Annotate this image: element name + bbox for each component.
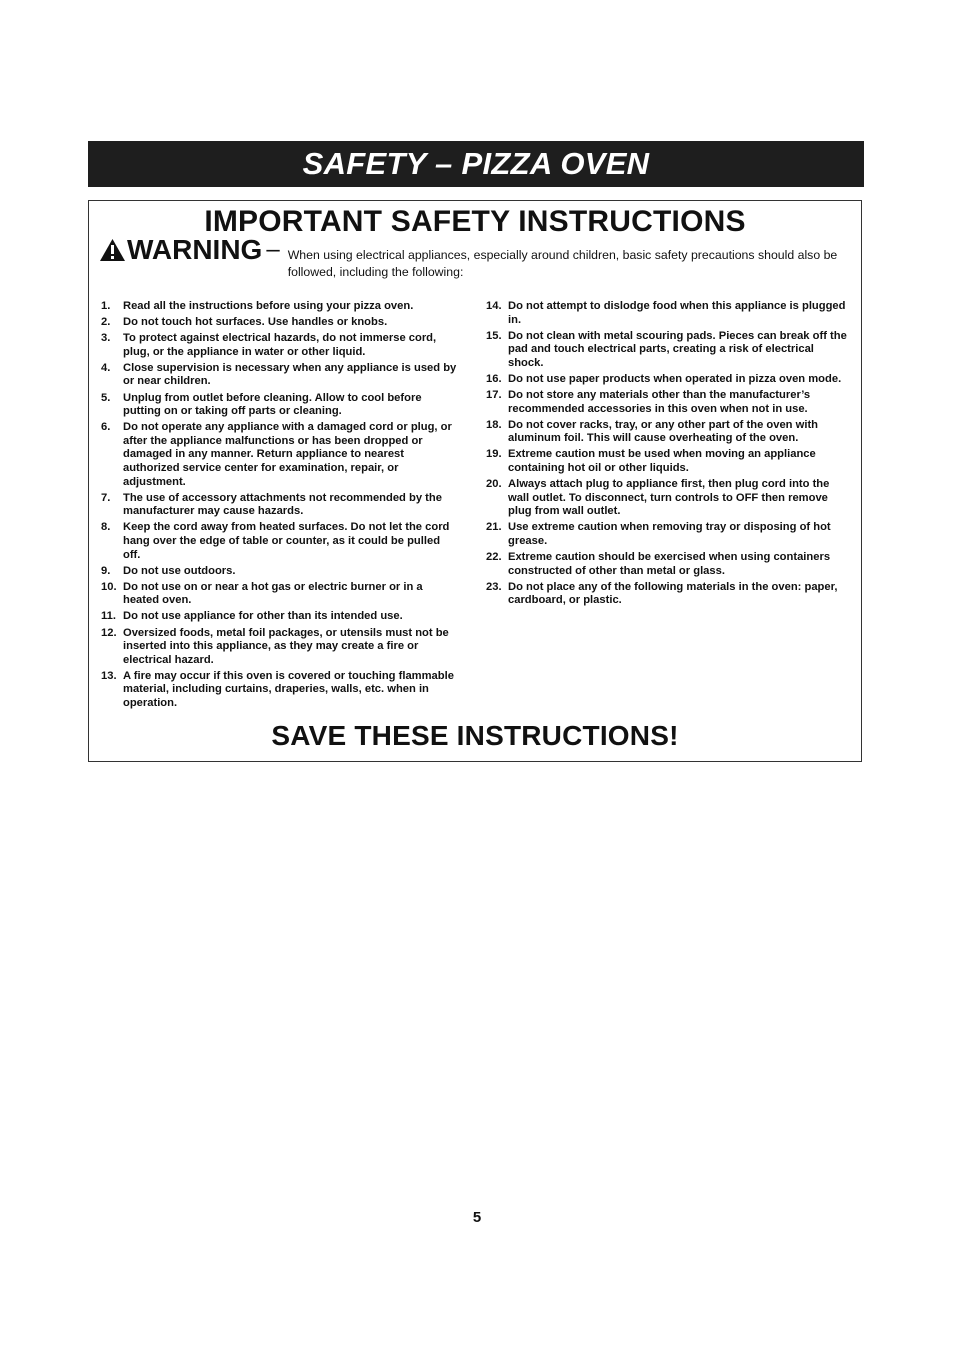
item-text: Do not use paper products when operated in pizza oven mode.: [508, 372, 842, 385]
item-number: 4.: [101, 361, 111, 374]
item-text: To protect against electrical hazards, do not immerse cord, plug, or the appliance in water or other liquid.: [123, 332, 437, 358]
save-instructions-footer: SAVE THESE INSTRUCTIONS!: [271, 720, 679, 751]
item-number: 21.: [486, 521, 502, 534]
item-number: 19.: [486, 448, 502, 461]
item-number: 20.: [486, 478, 502, 491]
item-number: 8.: [101, 521, 111, 534]
page-number: 5: [472, 1209, 482, 1226]
instructions-right-column: [486, 300, 852, 610]
instruction-item: [101, 670, 457, 711]
instruction-item: [101, 521, 457, 562]
instruction-item: [101, 610, 457, 624]
item-number: 3.: [101, 332, 111, 345]
item-number: 18.: [486, 418, 502, 431]
instruction-item: [101, 581, 457, 608]
instruction-item: [486, 448, 852, 475]
item-text: Keep the cord away from heated surfaces. Do not let the cord hang over the edge of table or counter, as it could be pulled off.: [123, 521, 450, 561]
warning-text: When using electrical appliances, especially around children, basic safety precautions should also be followed, including the following:: [287, 248, 838, 279]
instruction-item: [486, 478, 852, 519]
instruction-item: [486, 419, 852, 446]
item-text: Close supervision is necessary when any appliance is used by or near children.: [123, 361, 457, 388]
item-number: 11.: [101, 610, 116, 623]
instruction-item: [486, 389, 852, 416]
instruction-item: [486, 373, 852, 387]
item-number: 2.: [101, 316, 111, 329]
section-banner: [88, 141, 864, 187]
item-number: 16.: [486, 372, 502, 385]
item-text: Always attach plug to appliance first, then plug cord into the wall outlet. To disconnect, turn controls to OFF then remove plug from wall outlet.: [508, 478, 830, 518]
item-text: Oversized foods, metal foil packages, or utensils must not be inserted into this appliance, as they may create a fire or electrical hazard.: [123, 626, 449, 666]
item-text: Do not place any of the following materials in the oven: paper, cardboard, or plastic.: [508, 580, 838, 607]
item-number: 12.: [101, 626, 117, 639]
item-text: Do not use appliance for other than its intended use.: [123, 610, 403, 623]
warning-triangle-icon: [99, 238, 126, 262]
item-number: 22.: [486, 551, 502, 564]
instruction-item: [101, 627, 457, 668]
item-text: Use extreme caution when removing tray or disposing of hot grease.: [508, 521, 831, 547]
item-text: Do not cover racks, tray, or any other part of the oven with aluminum foil. This will cause overheating of the oven.: [508, 418, 818, 445]
instruction-item: [486, 551, 852, 578]
instruction-item: [101, 316, 457, 330]
instruction-item: [486, 521, 852, 548]
item-text: The use of accessory attachments not recommended by the manufacturer may cause hazards.: [123, 491, 442, 518]
item-text: A fire may occur if this oven is covered or touching flammable material, including curtains, draperies, walls, etc. when in operation.: [123, 669, 454, 710]
item-text: Do not operate any appliance with a damaged cord or plug, or after the appliance malfunctions or has been dropped or damaged in any manner. Return appliance to nearest authorized service center for examination, repair, or adjustment.: [123, 421, 452, 488]
instruction-item: [101, 332, 457, 359]
item-number: 14.: [486, 300, 502, 312]
instruction-item: [101, 392, 457, 419]
item-number: 17.: [486, 389, 502, 402]
instruction-item: [101, 300, 457, 314]
instructions-left-column: [101, 300, 457, 713]
item-text: Unplug from outlet before cleaning. Allow to cool before putting on or taking off parts or cleaning.: [123, 391, 422, 418]
item-number: 5.: [101, 391, 111, 404]
item-number: 13.: [101, 669, 117, 682]
item-text: Extreme caution should be exercised when using containers constructed of other than metal or glass.: [508, 551, 831, 577]
item-number: 9.: [101, 564, 111, 577]
item-text: Do not clean with metal scouring pads. Pieces can break off the pad and touch electrical parts, creating a risk of electrical shock.: [508, 329, 847, 369]
item-text: Do not use outdoors.: [123, 564, 236, 577]
item-text: Extreme caution must be used when moving an appliance containing hot oil or other liquids.: [508, 448, 816, 475]
instruction-item: [486, 581, 852, 608]
instruction-item: [101, 421, 457, 489]
instruction-item: [101, 492, 457, 519]
item-text: Do not store any materials other than the manufacturer’s recommended accessories in this oven when not in use.: [508, 389, 811, 415]
item-number: 7.: [101, 491, 111, 504]
instruction-item: [101, 362, 457, 389]
item-number: 10.: [101, 580, 117, 593]
item-number: 6.: [101, 421, 111, 434]
instruction-item: [101, 565, 457, 579]
item-text: Do not touch hot surfaces. Use handles or knobs.: [123, 316, 388, 329]
item-number: 1.: [101, 300, 111, 312]
section-title: SAFETY – PIZZA OVEN: [302, 146, 650, 181]
warning-dash: –: [266, 236, 280, 263]
box-heading: IMPORTANT SAFETY INSTRUCTIONS: [204, 205, 746, 238]
item-text: Read all the instructions before using your pizza oven.: [123, 300, 414, 312]
instruction-item: [486, 300, 852, 327]
item-number: 23.: [486, 580, 502, 593]
item-text: Do not use on or near a hot gas or electric burner or in a heated oven.: [123, 580, 423, 607]
item-number: 15.: [486, 329, 502, 342]
warning-line: [99, 234, 848, 281]
warning-label: WARNING: [127, 234, 263, 265]
safety-instructions-box: [88, 200, 862, 762]
item-text: Do not attempt to dislodge food when this appliance is plugged in.: [508, 300, 846, 326]
instruction-item: [486, 330, 852, 371]
